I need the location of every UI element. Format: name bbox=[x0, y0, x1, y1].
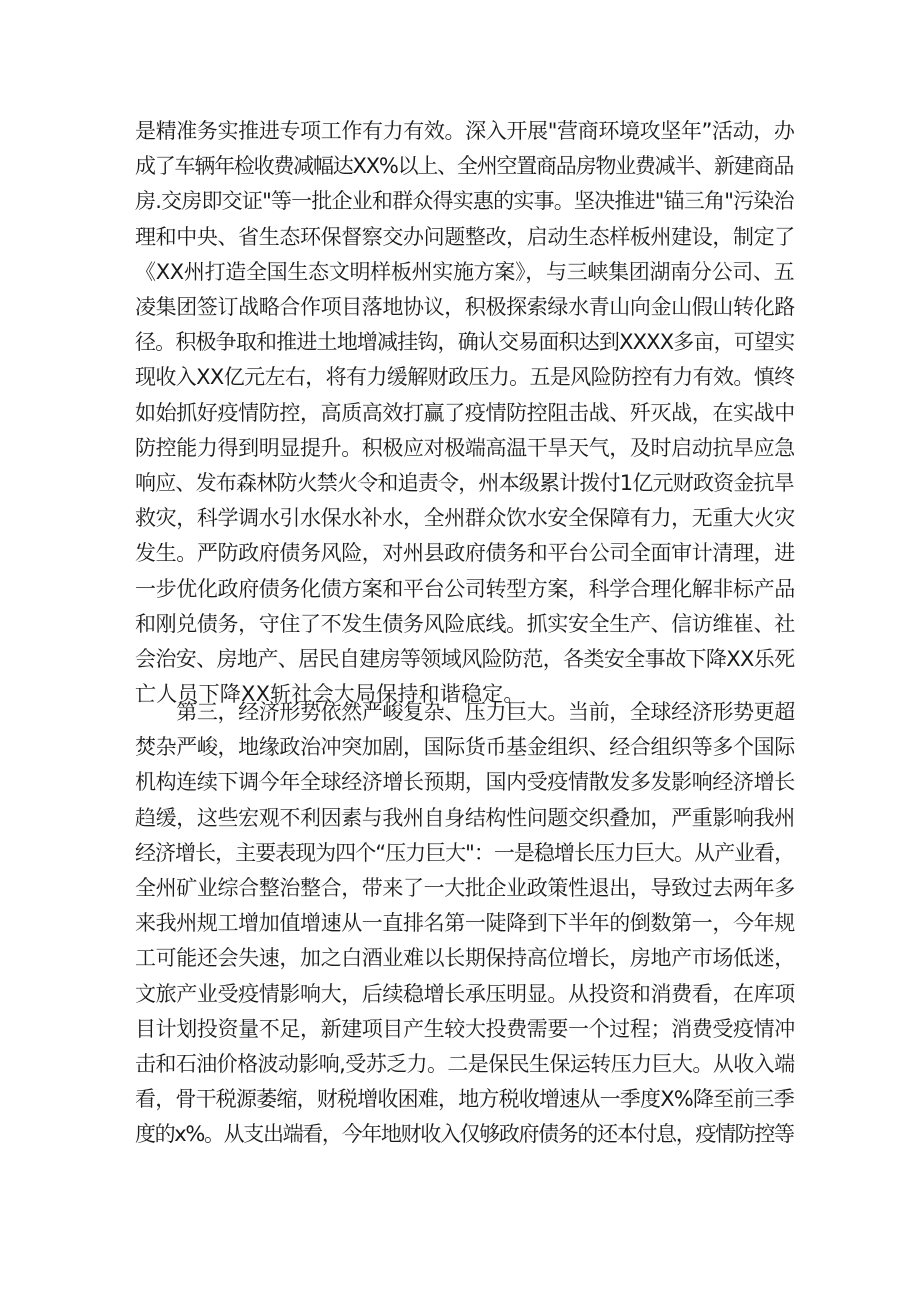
text-line: 发生。严防政府债务风险，对州县政府债务和平台公司全面审计清理，进 bbox=[135, 541, 795, 566]
text-line: 全州矿业综合整治整合，带来了一大批企业政策性退出，导致过去两年多 bbox=[135, 876, 795, 901]
text-line: 看，骨干税源萎缩，财税增收困难，地方税收增速从一季度X%降至前三季 bbox=[135, 1087, 794, 1112]
text-line: 救灾，科学调水引水保水补水，全州群众饮水安全保障有力，无重大火灾 bbox=[135, 506, 795, 531]
text-line: 工可能还会失速，加之白酒业难以长期保持高位增长，房地产市场低迷， bbox=[135, 946, 795, 971]
paragraph-risk-prevention bbox=[135, 114, 795, 712]
text-line: 击和石油价格波动影响,受苏乏力。二是保民生保运转压力巨大。从收入端 bbox=[135, 1052, 795, 1077]
text-line: 亡人员下降XX斩社会大局保持和谐稳定。 bbox=[135, 682, 525, 707]
text-line: 经济增长，主要表现为四个“压力巨大"：一是稳增长压力巨大。从产业看， bbox=[135, 840, 795, 865]
text-line: 会治安、房地产、居民自建房等领域风险防范，各类安全事故下降XX乐死 bbox=[135, 647, 795, 672]
text-line: 《XX州打造全国生态文明样板州实施方案》，与三峡集团湖南分公司、五 bbox=[135, 259, 795, 284]
text-line: 是精准务实推进专项工作有力有效。深入开展"营商环境攻坚年”活动，办 bbox=[135, 119, 795, 143]
text-line: 现收入XX亿元左右，将有力缓解财政压力。五是风险防控有力有效。慎终 bbox=[135, 365, 795, 390]
text-line: 凌集团签订战略合作项目落地协议，积极探索绿水青山向金山假山转化路 bbox=[135, 295, 795, 320]
text-line: 度的x%。从支出端看，今年地财收入仅够政府债务的还本付息，疫情防控等 bbox=[135, 1122, 794, 1147]
text-line: 第三，经济形势依然严峻复杂、压力巨大。当前，全球经济形势更超 bbox=[135, 700, 795, 724]
paragraph-economic-situation bbox=[135, 695, 795, 1153]
text-line: 焚杂严峻，地缘政治冲突加剧，国际货币基金组织、经合组织等多个国际 bbox=[135, 735, 795, 760]
text-line: 一步优化政府债务化债方案和平台公司转型方案，科学合理化解非标产品 bbox=[135, 576, 795, 601]
text-line: 来我州规工增加值增速从一直排名第一陡降到下半年的倒数第一，今年规 bbox=[135, 911, 795, 936]
text-line: 和刚兑债务，守住了不发生债务风险底线。抓实安全生产、信访维崔、社 bbox=[135, 611, 795, 636]
text-line: 目计划投资量不足，新建项目产生较大投费需要一个过程；消费受疫情冲 bbox=[135, 1016, 795, 1041]
text-line: 响应、发布森林防火禁火令和追责令，州本级累计拨付1亿元财政资金抗旱 bbox=[135, 471, 794, 496]
text-line: 文旅产业受疫情影响大，后续稳增长承压明显。从投资和消费看，在库项 bbox=[135, 981, 795, 1006]
text-line: 房.交房即交证"等一批企业和群众得实惠的实事。坚决推进"锚三角"污染治 bbox=[135, 189, 794, 214]
text-line: 防控能力得到明显提升。积极应对极端高温干旱天气，及时启动抗旱应急 bbox=[135, 435, 795, 460]
text-line: 径。积极争取和推进土地增减挂钩，确认交易面积达到XXXX多亩，可望实 bbox=[135, 330, 795, 355]
text-line: 成了车辆年检收费减幅达XX%以上、全州空置商品房物业费减半、新建商品 bbox=[135, 154, 794, 179]
text-line: 机构连续下调今年全球经济增长预期，国内受疫情散发多发影响经济增长 bbox=[135, 770, 795, 795]
text-line: 理和中央、省生态环保督察交办问题整改，启动生态样板州建设，制定了 bbox=[135, 224, 795, 249]
text-line: 如始抓好疫情防控，高质高效打赢了疫情防控阻击战、歼灭战，在实战中 bbox=[135, 400, 795, 425]
text-line: 趋缓，这些宏观不利因素与我州自身结构性问题交织叠加，严重影响我州 bbox=[135, 805, 795, 830]
